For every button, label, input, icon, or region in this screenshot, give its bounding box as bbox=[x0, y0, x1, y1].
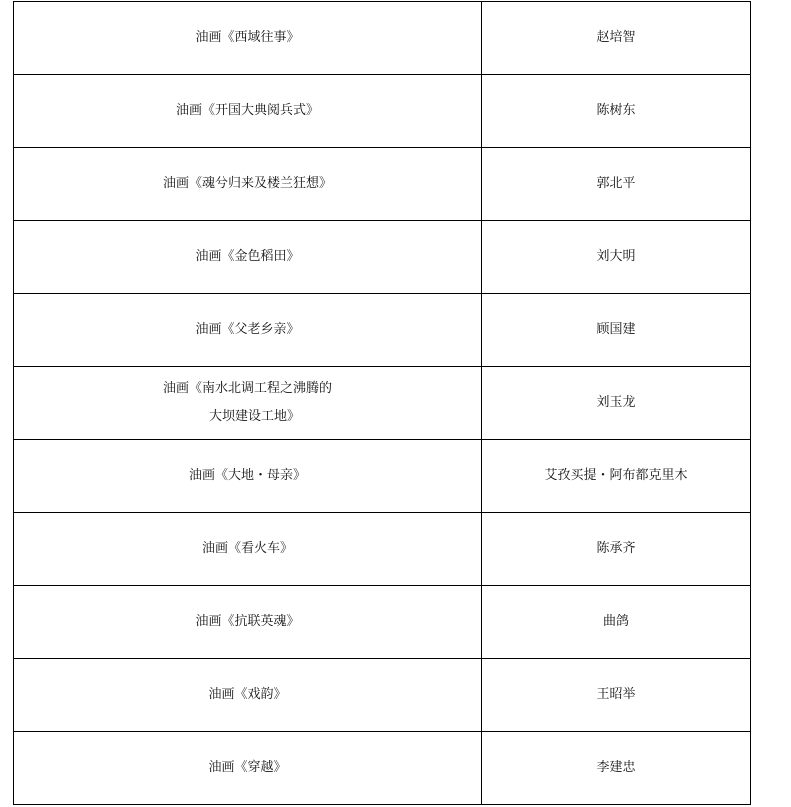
artist-name-cell: 顾国建 bbox=[482, 294, 751, 367]
artwork-title-cell: 油画《开国大典阅兵式》 bbox=[14, 75, 482, 148]
artwork-title-line-1: 油画《南水北调工程之沸腾的 bbox=[162, 381, 332, 396]
artwork-title-cell: 油画《金色稻田》 bbox=[14, 221, 482, 294]
artwork-title-cell: 油画《父老乡亲》 bbox=[14, 294, 482, 367]
artist-name-cell: 刘大明 bbox=[482, 221, 751, 294]
artist-name-cell: 曲鸽 bbox=[482, 586, 751, 659]
artist-name-cell: 陈树东 bbox=[482, 75, 751, 148]
artwork-title-cell: 油画《戏韵》 bbox=[14, 659, 482, 732]
artwork-title-cell: 油画《穿越》 bbox=[14, 732, 482, 805]
table-row bbox=[14, 75, 751, 148]
table-row bbox=[14, 367, 751, 440]
table-row bbox=[14, 513, 751, 586]
artwork-title-cell: 油画《魂兮归来及楼兰狂想》 bbox=[14, 148, 482, 221]
artist-name-cell: 刘玉龙 bbox=[482, 367, 751, 440]
table-row bbox=[14, 2, 751, 75]
artist-name-cell: 陈承齐 bbox=[482, 513, 751, 586]
artwork-title-cell: 油画《看火车》 bbox=[14, 513, 482, 586]
artist-name-cell: 艾孜买提・阿布都克里木 bbox=[482, 440, 751, 513]
artwork-title-cell: 油画《抗联英魂》 bbox=[14, 586, 482, 659]
artist-name-cell: 赵培智 bbox=[482, 2, 751, 75]
artwork-table bbox=[13, 1, 751, 805]
table-row bbox=[14, 440, 751, 513]
artist-name-cell: 李建忠 bbox=[482, 732, 751, 805]
artist-name-cell: 郭北平 bbox=[482, 148, 751, 221]
table-row bbox=[14, 586, 751, 659]
artwork-table-body bbox=[14, 2, 751, 805]
artwork-title-line-2: 大坝建设工地》 bbox=[208, 409, 300, 424]
table-row bbox=[14, 659, 751, 732]
artwork-title-cell bbox=[14, 367, 482, 440]
artist-name-cell: 王昭举 bbox=[482, 659, 751, 732]
table-row bbox=[14, 221, 751, 294]
artwork-title-cell: 油画《大地・母亲》 bbox=[14, 440, 482, 513]
table-row bbox=[14, 148, 751, 221]
artwork-title-cell: 油画《西域往事》 bbox=[14, 2, 482, 75]
table-row bbox=[14, 294, 751, 367]
table-row bbox=[14, 732, 751, 805]
